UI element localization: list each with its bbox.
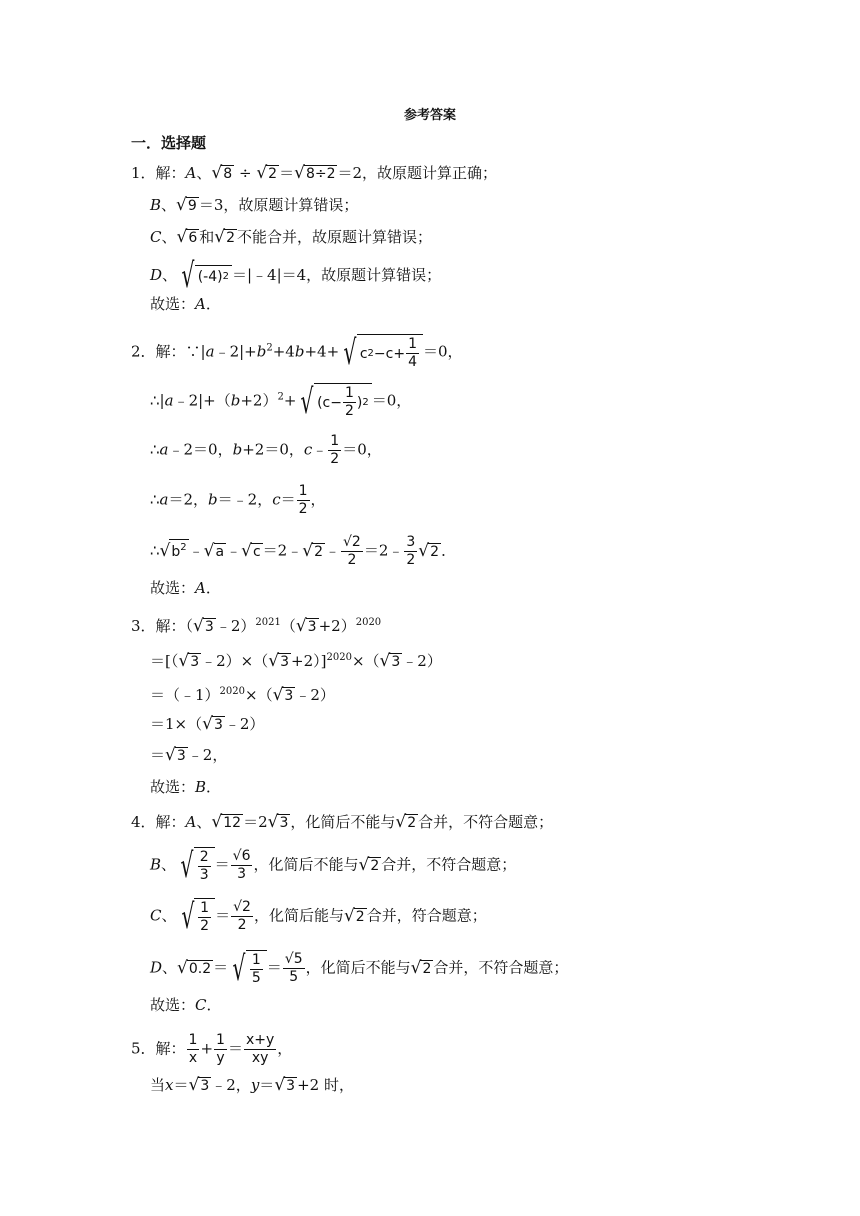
q1-answer: 故选：A．: [150, 295, 221, 313]
q2-answer: 故选：A．: [150, 579, 221, 597]
q2-line-4: ∴a＝2，b＝﹣2，c＝ $\frac{1}{2}$ ，: [150, 483, 326, 517]
q2-line-2: $\therefore|a﹣2|+(b+2)^2+$ √ (c− $\frac{1}{2}$ ) 2 ＝0，: [150, 381, 412, 422]
section-heading: 一．选择题: [131, 134, 207, 152]
q2-line-5: $\therefore√b^2$ ﹣√a ﹣√c ＝2﹣√2 ﹣ $\frac{√2}{2}$ ＝2﹣ $\frac{3}{2}$ √2 ．: [150, 534, 457, 568]
q3-line-4: ＝1×（√3 ﹣2）: [150, 714, 265, 734]
q5-line-2: 当x＝√3 ﹣2，y＝√3 +2 时，: [150, 1075, 354, 1095]
q3-line-1: 3．解：（√3 ﹣2）$^{2021}$（√3 +2）$^{2020}$: [131, 616, 382, 636]
q4-answer: 故选：C．: [150, 996, 222, 1014]
q4-line-3: C、 √ $\frac{1}{2}$ ＝ $\frac{√2}{2}$ ，化简后能与√2 合并，符合题意；: [150, 896, 487, 937]
q4-line-4: D、√0.2 ＝ √ $\frac{1}{5}$ ＝ $\frac{√5}{5}$ ，化简后不能与√2 合并，不符合题意；: [150, 948, 569, 989]
q1-line-3: C、√6 和√2 不能合并，故原题计算错误；: [150, 227, 433, 247]
q4-line-1: 4．解：A、√12 ＝2√3 ，化简后不能与√2 合并，不符合题意；: [131, 812, 554, 832]
q5-line-1: 5．解： $\frac{1}{x}$ + $\frac{1}{y}$ ＝ $\frac{x+y}{xy}$ ，: [131, 1032, 293, 1066]
q4-line-2: B、 √ $\frac{2}{3}$ ＝ $\frac{√6}{3}$ ，化简后不能与√2 合并，不符合题意；: [150, 845, 517, 886]
q2-line-1: 2．解：$\because|a﹣2|+b^2+4b+4+$ √ c 2 −c+ $\frac{1}{4}$ ＝0，: [131, 332, 463, 373]
q1-line-4: D、 √ (-4) 2 ＝|﹣4|＝4，故原题计算错误；: [150, 256, 442, 296]
q1-line-1: 1．解：A、√8 ÷ √2 ＝√8÷2 ＝2，故原题计算正确；: [131, 163, 498, 183]
q3-line-2: ＝[（√3 ﹣2）×（√3 +2）]$^{2020}$×（√3 ﹣2）: [150, 651, 442, 671]
q3-line-5: ＝√3 ﹣2，: [150, 745, 228, 765]
q3-answer: 故选：B．: [150, 778, 222, 796]
q3-line-3: ＝（﹣1）$^{2020}$×（√3 ﹣2）: [150, 685, 335, 705]
q2-line-3: ∴a﹣2＝0，b+2＝0，c﹣ $\frac{1}{2}$ ＝0，: [150, 433, 382, 467]
q1-line-2: B、√9 ＝3，故原题计算错误；: [150, 195, 359, 215]
page-title: 参考答案: [403, 108, 456, 123]
